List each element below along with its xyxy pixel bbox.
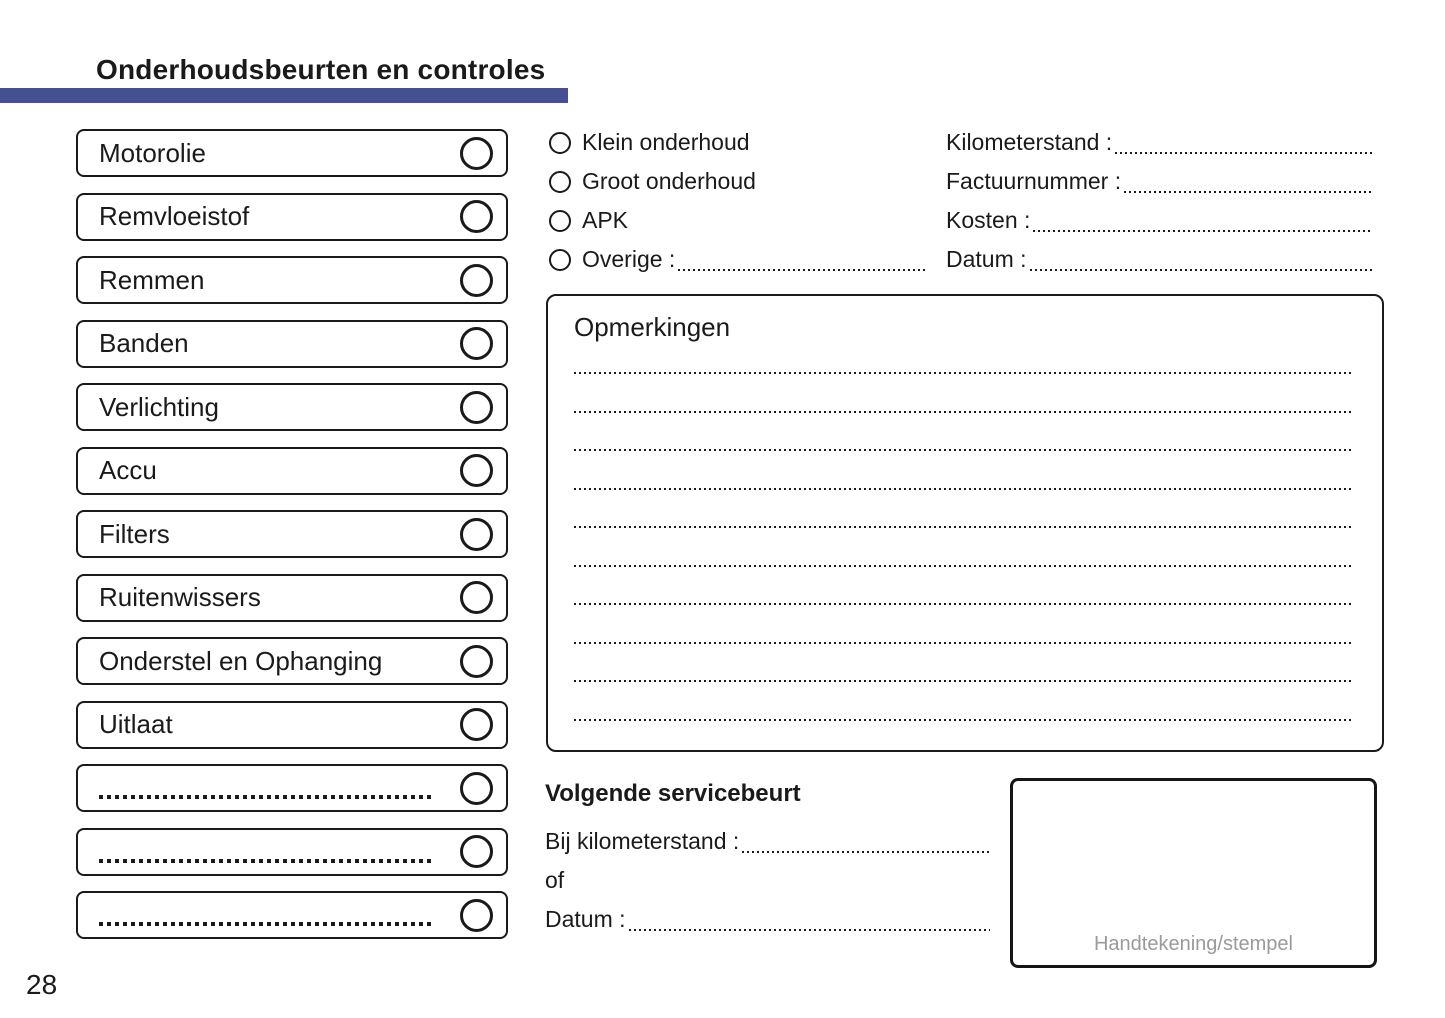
remarks-writing-line bbox=[574, 565, 1352, 567]
next-service-km-row bbox=[545, 822, 990, 861]
field-label: Kosten : bbox=[946, 207, 1031, 233]
checklist-item bbox=[76, 701, 508, 749]
field-row-kilometerstand bbox=[946, 123, 1372, 162]
next-service-section bbox=[545, 780, 990, 939]
checklist-item-label: Remvloeistof bbox=[99, 201, 250, 231]
remarks-writing-line bbox=[574, 449, 1352, 451]
checklist-item-label: Onderstel en Ophanging bbox=[99, 645, 383, 676]
service-option-overige bbox=[549, 240, 927, 279]
checklist-item-label: Banden bbox=[99, 328, 189, 358]
field-row-datum bbox=[946, 240, 1372, 279]
service-detail-fields bbox=[946, 123, 1372, 279]
next-service-title: Volgende servicebeurt bbox=[545, 780, 801, 807]
writein-dotted-line bbox=[99, 795, 434, 799]
service-option-apk bbox=[549, 201, 927, 240]
checklist-item-blank bbox=[76, 828, 508, 876]
remarks-writing-line bbox=[574, 719, 1352, 721]
field-dotted-line bbox=[1115, 152, 1372, 154]
checklist-item bbox=[76, 637, 508, 685]
writein-dotted-line bbox=[99, 859, 434, 863]
next-service-date-label: Datum : bbox=[545, 906, 626, 932]
checkbox-circle bbox=[460, 391, 493, 424]
service-option-label: Groot onderhoud bbox=[582, 168, 756, 194]
next-service-or-label: of bbox=[545, 867, 565, 893]
field-row-kosten bbox=[946, 201, 1372, 240]
checkbox-circle bbox=[460, 835, 493, 868]
checklist-item-label: Motorolie bbox=[99, 137, 206, 168]
field-dotted-line bbox=[1030, 269, 1372, 271]
field-label: Kilometerstand : bbox=[946, 129, 1113, 155]
overige-dotted-line bbox=[678, 269, 927, 271]
checklist-item-label: Accu bbox=[99, 455, 157, 485]
radio-circle bbox=[549, 171, 571, 193]
checkbox-circle bbox=[460, 581, 493, 614]
remarks-writing-line bbox=[574, 372, 1352, 374]
checklist-item-label: Uitlaat bbox=[99, 709, 173, 739]
checklist-item bbox=[76, 510, 508, 558]
signature-label: Handtekening/stempel bbox=[1093, 933, 1293, 955]
title-underline-bar bbox=[0, 88, 568, 103]
field-label: Factuurnummer : bbox=[946, 168, 1122, 194]
next-service-or-row bbox=[545, 861, 990, 900]
checklist-item-label: Filters bbox=[99, 518, 170, 549]
service-option-klein-onderhoud bbox=[549, 123, 927, 162]
checklist-item-label: Remmen bbox=[99, 264, 205, 295]
checklist-item bbox=[76, 447, 508, 495]
radio-circle bbox=[549, 210, 571, 232]
checkbox-circle bbox=[460, 454, 493, 487]
remarks-writing-line bbox=[574, 603, 1352, 605]
writein-dotted-line bbox=[99, 922, 434, 926]
service-option-label: APK bbox=[582, 207, 629, 233]
service-option-label: Overige : bbox=[582, 246, 676, 272]
remarks-writing-line bbox=[574, 680, 1352, 682]
checklist-item-label: Ruitenwissers bbox=[99, 582, 261, 612]
checklist-item bbox=[76, 383, 508, 431]
checkbox-circle bbox=[460, 200, 493, 233]
next-service-date-dotted-line bbox=[629, 929, 990, 931]
checklist-item bbox=[76, 129, 508, 177]
signature-box bbox=[1010, 778, 1377, 968]
remarks-writing-line bbox=[574, 488, 1352, 490]
next-service-km-label: Bij kilometerstand : bbox=[545, 828, 740, 854]
service-type-options bbox=[549, 123, 927, 279]
remarks-writing-line bbox=[574, 411, 1352, 413]
radio-circle bbox=[549, 132, 571, 154]
checkbox-circle bbox=[460, 137, 493, 170]
checklist-item-label: Verlichting bbox=[99, 391, 219, 422]
page-number: 28 bbox=[26, 969, 58, 1000]
checklist-item bbox=[76, 193, 508, 241]
checklist-item-blank bbox=[76, 764, 508, 812]
checkbox-circle bbox=[460, 327, 493, 360]
radio-circle bbox=[549, 249, 571, 271]
checkbox-circle bbox=[460, 518, 493, 551]
service-option-groot-onderhoud bbox=[549, 162, 927, 201]
remarks-writing-line bbox=[574, 642, 1352, 644]
field-dotted-line bbox=[1033, 230, 1372, 232]
field-dotted-line bbox=[1124, 191, 1372, 193]
remarks-box bbox=[546, 294, 1384, 752]
remarks-title: Opmerkingen bbox=[574, 312, 731, 342]
service-option-label: Klein onderhoud bbox=[582, 129, 750, 155]
checkbox-circle bbox=[460, 708, 493, 741]
checkbox-circle bbox=[460, 264, 493, 297]
field-row-factuurnummer bbox=[946, 162, 1372, 201]
checkbox-circle bbox=[460, 645, 493, 678]
checkbox-circle bbox=[460, 772, 493, 805]
maintenance-checklist bbox=[76, 129, 508, 939]
checklist-item-blank bbox=[76, 891, 508, 939]
next-service-km-dotted-line bbox=[742, 851, 990, 853]
field-label: Datum : bbox=[946, 246, 1027, 272]
remarks-writing-line bbox=[574, 526, 1352, 528]
page-title: Onderhoudsbeurten en controles bbox=[96, 54, 546, 85]
checklist-item bbox=[76, 574, 508, 622]
checklist-item bbox=[76, 256, 508, 304]
next-service-date-row bbox=[545, 900, 990, 939]
checkbox-circle bbox=[460, 899, 493, 932]
checklist-item bbox=[76, 320, 508, 368]
